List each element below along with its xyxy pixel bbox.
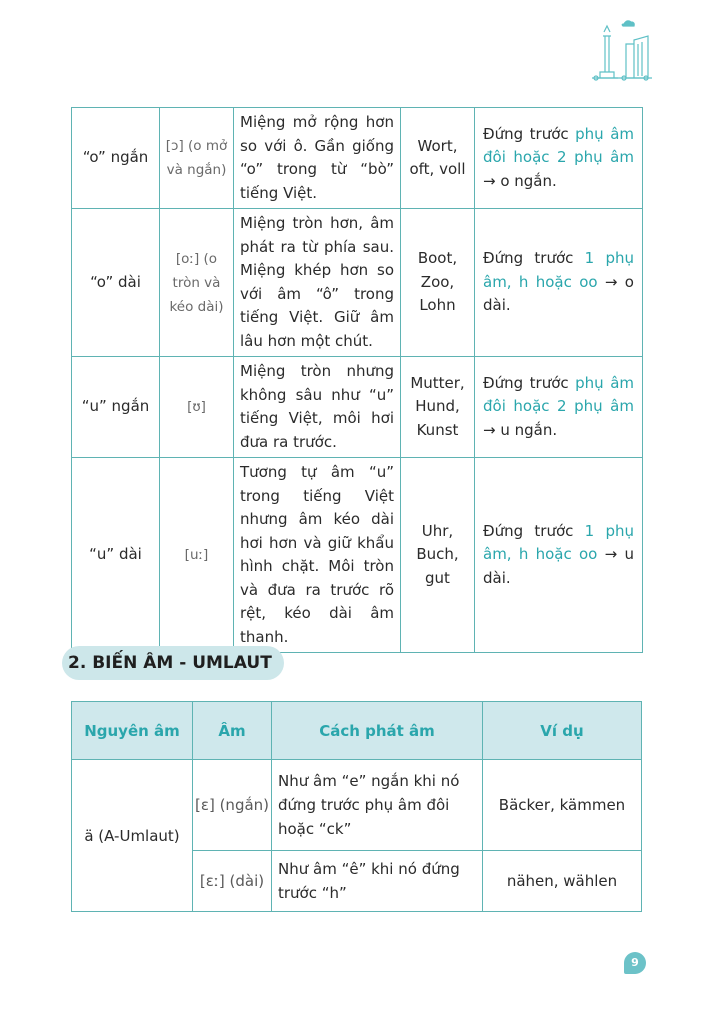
example-word: Boot, [417,249,458,268]
examples [401,108,475,209]
vowel-name: “o” ngắn [72,108,160,209]
section-title: 2. BIẾN ÂM - UMLAUT [62,646,284,680]
table-row [72,357,643,458]
vowel-name: “u” dài [72,458,160,653]
vowel-table [71,107,643,653]
example-word: Buch, [416,545,459,564]
header-example: Ví dụ [483,702,642,760]
pronunciation-description: Miệng tròn nhưng không sâu như “u” tiếng Việt, môi hơi đưa ra trước. [234,357,401,458]
umlaut-vowel: ä (A-Umlaut) [72,760,193,912]
example-word: Lohn [419,296,456,315]
rule [475,458,643,653]
umlaut-description: Như âm “ê” khi nó đứng trước “h” [272,851,483,912]
umlaut-ipa: [ɛː] (dài) [193,851,272,912]
page-number: 9 [624,952,646,974]
examples [401,458,475,653]
umlaut-description: Như âm “e” ngắn khi nó đứng trước phụ âm đôi hoặc “ck” [272,760,483,851]
example-word: Hund, [415,397,460,416]
rule-highlight: 1 phụ âm, h hoặc oo [483,249,634,291]
pronunciation-description: Miệng mở rộng hơn so với ô. Gần giống “o” trong từ “bò” tiếng Việt. [234,108,401,209]
rule-highlight: 1 phụ âm, h hoặc oo [483,521,634,564]
table-row [72,209,643,357]
table-row [72,760,642,851]
example-word: Zoo, [420,272,455,291]
rule-prefix: Đứng trước [483,521,585,540]
header-sound: Âm [193,702,272,760]
example-word: Uhr, [421,521,454,540]
rule-suffix: → o ngắn. [483,171,557,190]
umlaut-example: nähen, wählen [483,851,642,912]
umlaut-ipa: [ɛ] (ngắn) [193,760,272,851]
pronunciation-description: Tương tự âm “u” trong tiếng Việt nhưng âm kéo dài hơi hơn và giữ khẩu hình chặt. Môi tròn và đưa ra trước rõ rệt, kéo dài âm thanh. [234,458,401,653]
header-pronunciation: Cách phát âm [272,702,483,760]
rule-prefix: Đứng trước [483,124,576,143]
header-vowel: Nguyên âm [72,702,193,760]
example-word: Kunst [416,420,459,439]
example-word: oft, voll [409,160,466,178]
rule [475,209,643,357]
rule [475,357,643,458]
rule [475,108,643,209]
rule-highlight: phụ âm đôi hoặc 2 phụ âm [483,124,634,167]
ipa-symbol: [ɔ] (o mở và ngắn) [160,108,234,209]
table-row [72,108,643,209]
rule-highlight: phụ âm đôi hoặc 2 phụ âm [483,373,634,416]
umlaut-table [71,701,642,912]
pronunciation-description: Miệng tròn hơn, âm phát ra từ phía sau. Miệng khép hơn so với âm “ô” trong tiếng Việt. Giữ âm lâu hơn một chút. [234,209,401,357]
ipa-symbol: [ʊ] [160,357,234,458]
city-skyline-icon [590,14,670,86]
rule-prefix: Đứng trước [483,249,585,268]
vowel-name: “o” dài [72,209,160,357]
ipa-symbol: [oː] (o tròn và kéo dài) [160,209,234,357]
examples [401,357,475,458]
rule-suffix: → u ngắn. [483,420,558,439]
vowel-name: “u” ngắn [72,357,160,458]
example-word: Wort, [417,136,458,155]
umlaut-example: Bäcker, kämmen [483,760,642,851]
table-header-row [72,702,642,760]
rule-suffix: → u dài. [483,545,634,587]
rule-prefix: Đứng trước [483,373,576,392]
table-row [72,458,643,653]
examples [401,209,475,357]
example-word: gut [425,568,450,587]
example-word: Mutter, [410,373,465,392]
rule-suffix: → o dài. [483,272,634,315]
ipa-symbol: [uː] [160,458,234,653]
